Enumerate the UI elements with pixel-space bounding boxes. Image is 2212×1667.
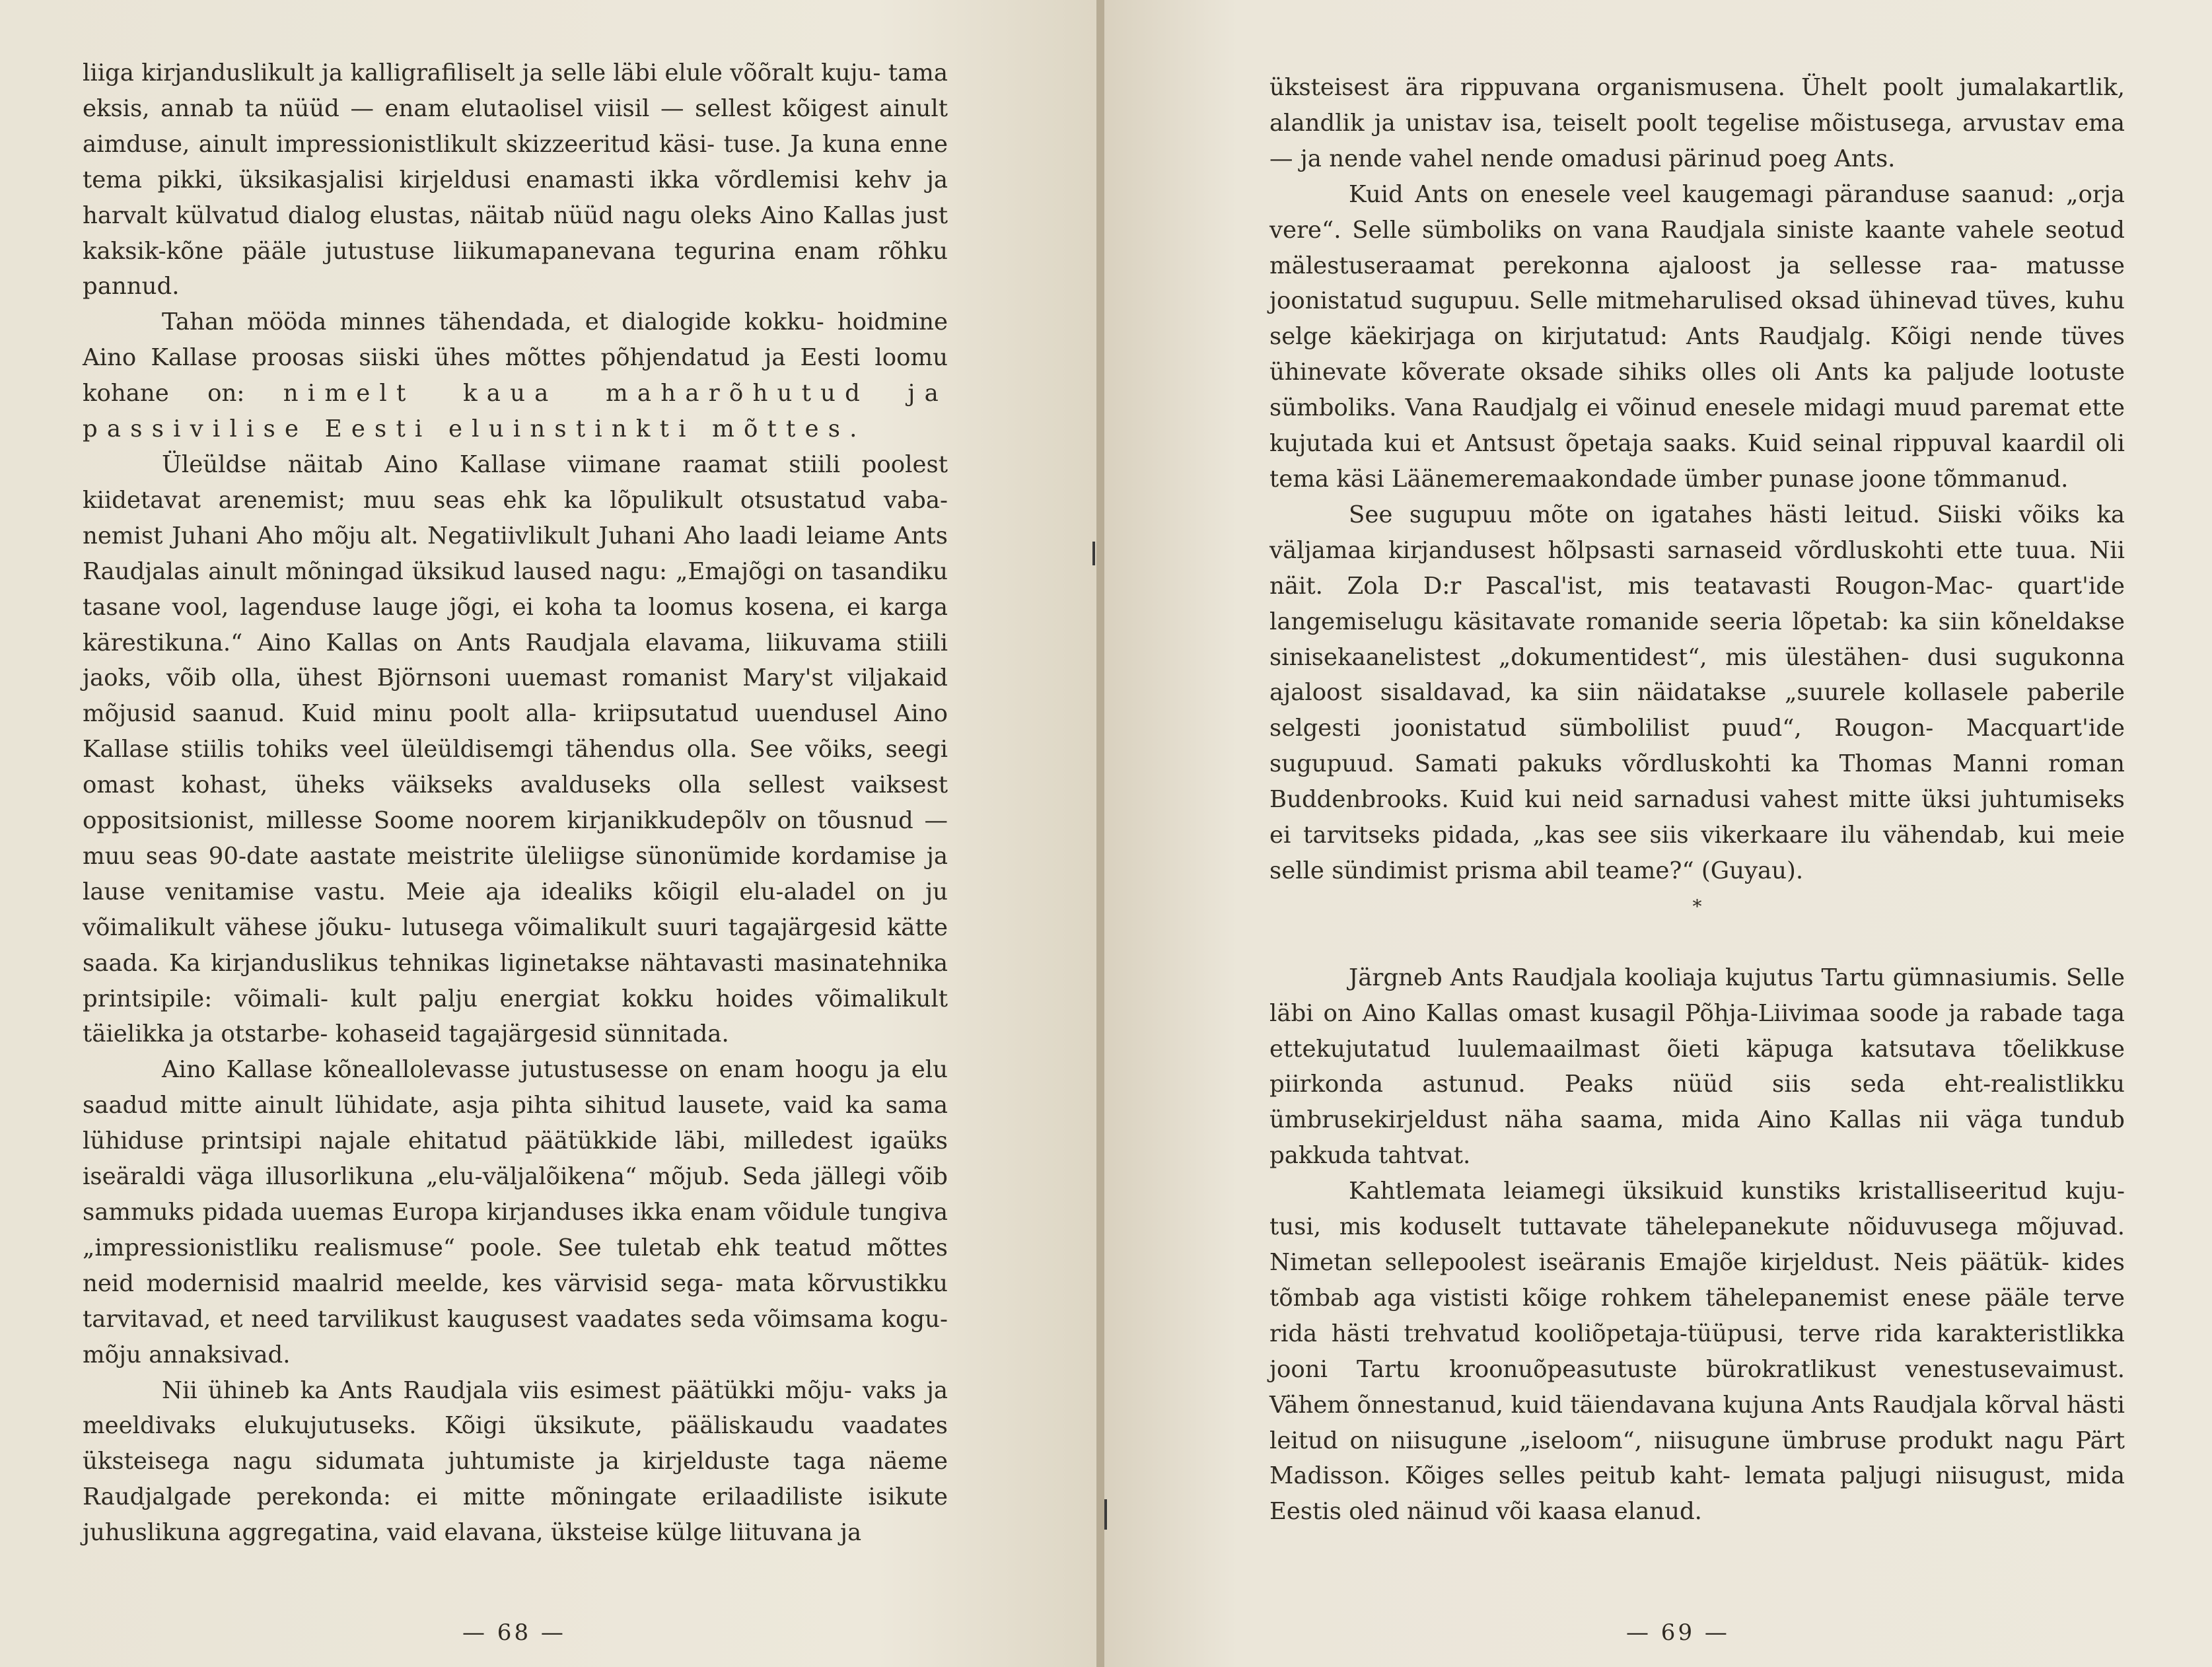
paragraph	[83, 1373, 948, 1551]
text-line: kides tõmbab aga vististi kõige rohkem tähelepanemist enese	[1269, 1248, 2125, 1312]
text-line: tõelikkuse piirkonda astunud. Peaks nüüd siis seda eht-realistlikku	[1269, 1035, 2125, 1098]
text-line: siin kõneldakse sinisekaanelistest „dokumentidest“, mis ülestähen-	[1269, 608, 2125, 671]
section-separator: *	[1692, 895, 1702, 917]
text-line: Manni roman Buddenbrooks. Kuid kui neid sarnadusi vahest	[1269, 750, 2125, 814]
right-page-text	[1269, 70, 2125, 1530]
paragraph	[1269, 497, 2125, 889]
book-gutter	[1096, 0, 1104, 1667]
right-page	[1104, 0, 2212, 1667]
paragraph	[1269, 960, 2125, 1174]
text-line: vaadates üksteisega nagu sidumata juhtumiste ja kirjelduste taga näeme	[83, 1412, 948, 1475]
text-line: Tahan mööda minnes tähendada, et dialogide kokku-	[162, 308, 824, 336]
text-line: kriipsutatud uuendusel Aino Kallase stiilis tohiks veel üleüldisemgi	[83, 700, 948, 763]
text-line: kosena, ei karga kärestikuna.“ Aino Kallas on Ants Raudjala	[83, 593, 948, 656]
text-line: tuua. Nii näit. Zola D:r Pascal'ist, mis teatavasti Rougon-Mac-	[1269, 536, 2125, 600]
text-line: Selle läbi on Aino Kallas omast kusagil Põhja-Liivimaa soode ja	[1269, 964, 2125, 1027]
text-line: on tasandiku tasane vool, lagenduse lauge jõgi, ei koha ta loomus	[83, 557, 948, 621]
page-number: — 68 —	[462, 1619, 566, 1646]
text-line: quart'ide langemiselugu käsitavate romanide seeria lõpetab: ka	[1269, 572, 2125, 635]
paragraph	[1269, 1174, 2125, 1530]
text-line: tama eksis, annab ta nüüd — enam elutaolisel viisil — sellest	[83, 59, 948, 122]
text-line: kõigest ainult aimduse, ainult impressionistlikult skizzeeritud käsi-	[83, 94, 948, 158]
text-line: ja Eesti loomu kohane on:	[83, 344, 948, 408]
text-line: ja elu saadud mitte ainult lühidate, asja pihta sihitud lausete, vaid	[83, 1056, 948, 1119]
text-line: hoidmine Aino Kallase proosas siiski ühes mõttes põhjendatud	[83, 308, 948, 372]
text-line: teatud mõttes neid modernisid maalrid meelde, kes värvisid sega-	[83, 1234, 948, 1297]
text-line: tusi, mis koduselt tuttavate tähelepanekute nõiduvusega mõjuvad.	[1269, 1213, 2125, 1241]
text-line: avalduseks olla sellest vaiksest oppositsionist, millesse Soome	[83, 771, 948, 835]
text-line: ümber punase joone tõmmanud.	[1684, 465, 2069, 493]
text-line: rabade taga ettekujutatud luulemaailmast õieti käpuga katsutava	[1269, 999, 2125, 1063]
text-line: paljude lootuste sümboliks. Vana Raudjalg ei võinud enesele	[1269, 359, 2125, 422]
text-line: pakkuda tahtvat.	[1269, 1142, 1471, 1170]
text-line: pääle terve rida hästi trehvatud kooliõpetaja-tüüpusi, terve rida	[1269, 1284, 2125, 1347]
text-line: nüüd nagu oleks Aino Kallas just kaksik-kõne pääle jutustuse	[83, 201, 948, 265]
text-line: ema — ja nende vahel nende omadusi pärinud poeg Ants.	[1269, 109, 2125, 172]
text-line: nemist Juhani Aho mõju alt. Negatiivlikult Juhani Aho laadi leiame	[83, 522, 895, 550]
text-line: dusi sugukonna ajaloost sisaldavad, ka siin näidatakse „suurele	[1269, 643, 2125, 707]
text-line: lutusega võimalikult suuri tagajärgesid kätte saada. Ka kirjanduslikus	[83, 913, 948, 977]
text-line: romanist Mary'st viljakaid mõjusid saanud. Kuid minu poolt alla-	[83, 664, 948, 728]
text-line: meistrite üleliigse sünonümide kordamise ja lause venitamise vastu.	[83, 842, 948, 905]
text-line: „orja vere“. Selle sümboliks on vana Raudjala siniste kaante	[1269, 180, 2125, 244]
text-line: lemata paljugi niisugust, mida Eestis oled näinud või kaasa elanud.	[1269, 1462, 2125, 1526]
text-line: elavama, liikuvama stiili jaoks, võib olla, ühest Björnsoni uuemast	[83, 629, 948, 692]
text-line: Ants Raudjala kõrval hästi leitud on niisugune „iseloom“, niisugune	[1269, 1391, 2125, 1454]
text-line: alandlik ja unistav isa, teiselt poolt tegelise mõistusega, arvustav	[1269, 109, 2075, 137]
paragraph	[1269, 177, 2125, 497]
text-line: Nimetan sellepoolest iseäranis Emajõe kirjeldust. Neis päätük-	[1269, 1248, 2063, 1276]
paragraph-dialog	[83, 304, 948, 447]
text-line: ka sama lühiduse printsipi najale ehitatud päätükkide läbi, milledest	[83, 1092, 948, 1155]
text-line: Ants Raudjalas ainult mõningad üksikud laused nagu: „Emajõgi	[83, 522, 948, 585]
text-line: Macquart'ide sugupuud. Samati pakuks võrdluskohti ka Thomas	[1269, 715, 2125, 778]
text-line: kollasele paberile selgesti joonistatud sümbolilist puud“, Rougon-	[1269, 679, 2125, 742]
text-line: See sugupuu mõte on igatahes hästi leitud. Siiski võiks ka	[1349, 501, 2125, 528]
paragraph	[83, 447, 948, 1052]
text-line: Kuid seinal rippuval kaardil oli tema käsi Läänemeremaakondade	[1269, 430, 2125, 493]
text-line: karakteristlikka jooni Tartu kroonuõpeasutuste bürokratlikust	[1269, 1320, 2125, 1383]
text-line: Üleüldse näitab Aino Kallase viimane raamat stiili poolest	[162, 450, 948, 478]
text-line: ilu vähendab, kui meie selle sündimist prisma abil teame?“	[1269, 822, 2125, 884]
spaced-emphasis: ja passivilise Eesti eluinstinkti mõttes.	[83, 380, 948, 443]
binding-mark	[1092, 542, 1095, 565]
text-line: tehnikas liginetakse nähtavasti masinatehnika printsipile: võimali-	[83, 949, 948, 1012]
text-line: noorem kirjanikkudepõlv on tõusnud — muu seas 90-date aastate	[83, 807, 948, 870]
text-line: tähendus olla. See võiks, seegi omast kohast, üheks väikseks	[83, 736, 948, 799]
text-line: väljamaa kirjandusest hõlpsasti sarnaseid võrdluskohti ette	[1269, 536, 2016, 564]
text-line: venestusevaimust. Vähem õnnestanud, kuid täiendavana kujuna	[1269, 1355, 2125, 1419]
text-line: seda võimsama kogu-mõju annaksivad.	[83, 1305, 948, 1368]
text-line: võib sammuks pidada uuemas Europa kirjanduses ikka enam võidule	[83, 1163, 948, 1226]
text-line: kohaseid tagajärgesid sünnitada.	[335, 1020, 729, 1048]
text-line: Kahtlemata leiamegi üksikuid kunstiks kristalliseeritud kuju-	[1349, 1178, 2125, 1205]
text-line: Järgneb Ants Raudjala kooliaja kujutus Tartu gümnasiumis.	[1349, 964, 2066, 991]
paragraph	[1269, 70, 2125, 177]
page-number: — 69 —	[1626, 1619, 1730, 1646]
text-line: nende tüves ühinevate kõverate oksade sihiks olles oli Ants ka	[1269, 323, 2125, 386]
text-line: liiga kirjanduslikult ja kalligrafiliselt ja selle läbi elule võõralt kuju-	[83, 59, 888, 87]
text-line: liikumapanevana tegurina enam rõhku pannud.	[83, 237, 948, 301]
text-line: Meie aja idealiks kõigil elu-aladel on ju võimalikult vähese jõuku-	[83, 878, 948, 941]
text-line: vaks ja meeldivaks elukujutuseks. Kõigi üksikute, pääliskaudu	[83, 1376, 948, 1440]
text-line: üksteisest ära rippuvana organismusena. Ühelt poolt jumalakartlik,	[1269, 74, 2125, 101]
text-line: midagi muud paremat ette kujutada kui et Antsust õpetaja saaks.	[1269, 394, 2125, 458]
left-page	[0, 0, 1096, 1667]
text-line: juhuslikuna aggregatina, vaid elavana, üksteise külge liituvana ja	[83, 1519, 862, 1547]
text-line: igaüks iseäraldi väga illusorlikuna „elu-väljalõikena“ mõjub. Seda jällegi	[83, 1127, 948, 1191]
text-line: Nii ühineb ka Ants Raudjala viis esimest päätükki mõju-	[162, 1376, 863, 1404]
text-line: ikka võrdlemisi kehv ja harvalt külvatud dialog elustas, näitab	[83, 166, 948, 229]
text-line: kiidetavat arenemist; muu seas ehk ka lõpulikult otsustatud vaba-	[83, 486, 948, 514]
paragraph	[83, 55, 948, 304]
text-line: tungiva „impressionistliku realismuse“ poole. See tuletab ehk	[83, 1199, 948, 1261]
binding-mark	[1104, 1499, 1107, 1530]
text-line: ümbruse produkt nagu Pärt Madisson. Kõiges selles peitub kaht-	[1269, 1427, 2125, 1490]
text-line: tuse. Ja kuna enne tema pikki, üksikasjalisi kirjeldusi enamasti	[83, 130, 948, 194]
text-line: mitte üksi juhtumiseks ei tarvitseks pidada, „kas see siis vikerkaare	[1269, 786, 2125, 849]
text-line: vahele seotud mälestuseraamat perekonna ajaloost ja sellesse raa-	[1269, 216, 2125, 279]
text-line: Aino Kallase kõneallolevasse jutustusesse on enam hoogu	[162, 1056, 880, 1084]
text-line: tüves, kuhu selge käekirjaga on kirjutatud: Ants Raudjalg. Kõigi	[1269, 287, 2125, 351]
text-line: mata kõrvustikku tarvitavad, et need tarvilikust kaugusest vaadates	[83, 1269, 948, 1333]
paragraph	[83, 1052, 948, 1372]
text-line: (Guyau).	[1701, 857, 1804, 884]
text-line: ümbrusekirjeldust näha saama, mida Aino Kallas nii väga tundub	[1269, 1106, 2125, 1134]
text-line: Raudjalgade perekonda: ei mitte mõningate erilaadiliste isikute	[83, 1483, 948, 1511]
text-line: kult palju energiat kokku hoides võimalikult täielikka ja otstarbe-	[83, 985, 948, 1048]
left-page-text	[83, 55, 948, 1551]
text-line: Kuid Ants on enesele veel kaugemagi päranduse saanud:	[1349, 180, 2067, 208]
spaced-emphasis: nimelt kaua maharõhutud	[283, 380, 870, 408]
text-line: matusse joonistatud sugupuu. Selle mitmeharulised oksad ühinevad	[1269, 252, 2125, 315]
